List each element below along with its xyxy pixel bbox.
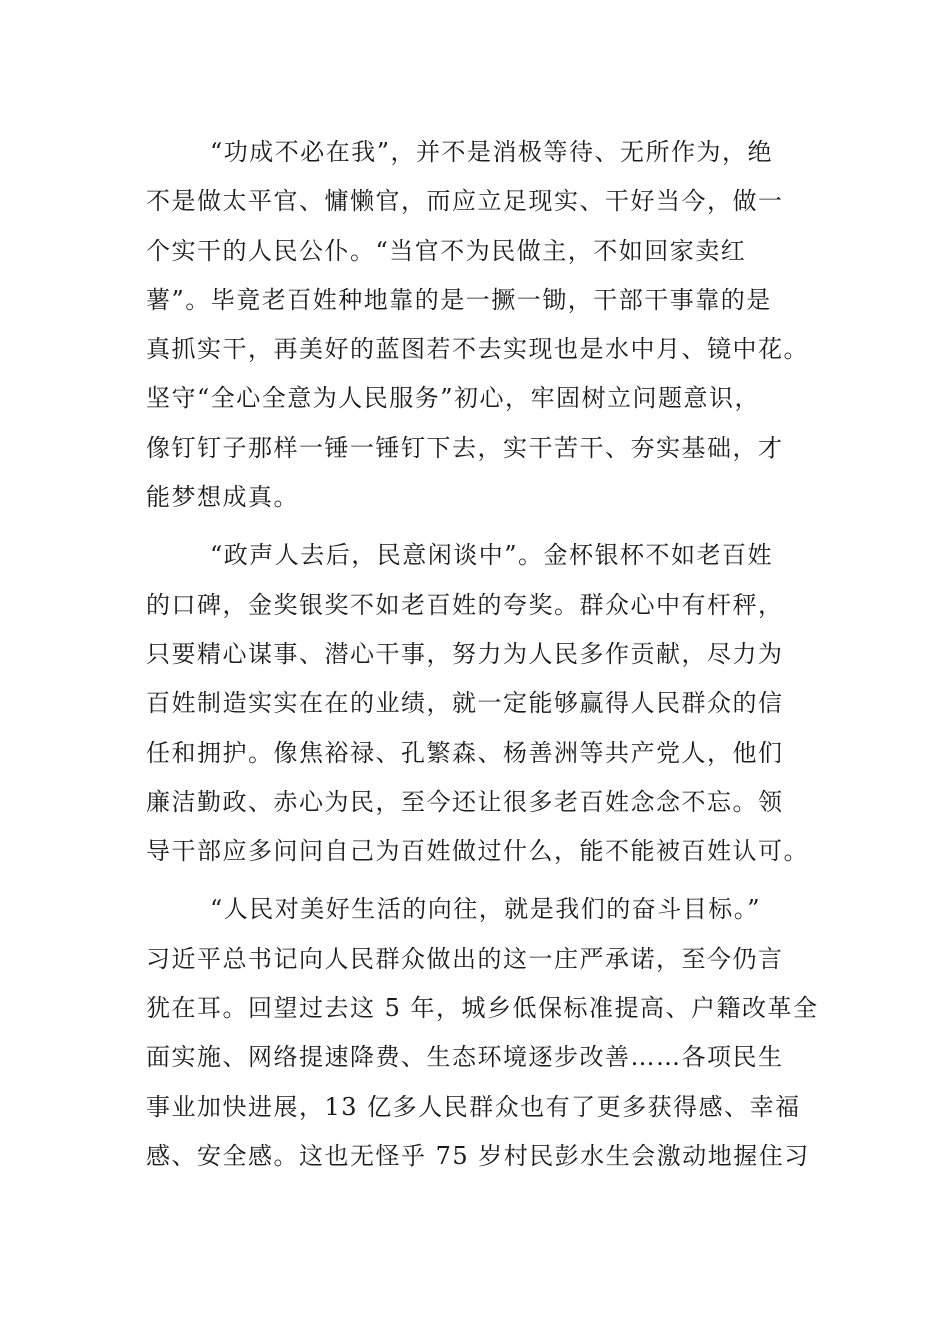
text-line: “功成不必在我”，并不是消极等待、无所作为，绝 (210, 138, 774, 166)
text-line: 能梦想成真。 (146, 483, 299, 512)
body-text (146, 128, 819, 1181)
paragraph-1 (146, 128, 809, 522)
text-line: 任和拥护。像焦裕禄、孔繁森、杨善洲等共产党人，他们 (146, 738, 784, 767)
text-line: 像钉钉子那样一锤一锤钉下去，实干苦干、夯实基础，才 (146, 433, 784, 462)
text-line: 导干部应多问问自己为百姓做过什么，能不能被百姓认可。 (146, 837, 809, 866)
text-line: “政声人去后，民意闲谈中”。金杯银杯不如老百姓 (210, 541, 774, 570)
text-line: 事业加快进展，13 亿多人民群众也有了更多获得感、幸福 (146, 1092, 801, 1121)
text-line: 薯”。毕竟老百姓种地靠的是一撅一锄，干部干事靠的是 (146, 285, 772, 314)
paragraph-3 (146, 885, 819, 1181)
text-line: 百姓制造实实在在的业绩，就一定能够赢得人民群众的信 (146, 689, 784, 718)
text-line: 的口碑，金奖银奖不如老百姓的夸奖。群众心中有杆秤， (146, 590, 784, 619)
paragraph-2 (146, 531, 809, 876)
text-line: 习近平总书记向人民群众做出的这一庄严承诺，至今仍言 (146, 944, 784, 973)
text-line: 犹在耳。回望过去这 5 年，城乡低保标准提高、户籍改革全 (146, 994, 819, 1023)
text-line: 廉洁勤政、赤心为民，至今还让很多老百姓念念不忘。领 (146, 787, 784, 816)
paragraph-spacer (146, 876, 806, 885)
text-line: 真抓实干，再美好的蓝图若不去实现也是水中月、镜中花。 (146, 335, 809, 364)
paragraph-spacer (146, 522, 806, 531)
text-line: 不是做太平官、慵懒官，而应立足现实、干好当今，做一 (146, 187, 784, 216)
text-line: 面实施、网络提速降费、生态环境逐步改善……各项民生 (146, 1043, 784, 1072)
text-line: 只要精心谋事、潜心干事，努力为人民多作贡献，尽力为 (146, 639, 784, 668)
text-line: 坚守“全心全意为人民服务”初心，牢固树立问题意识， (146, 384, 761, 413)
text-line: 感、安全感。这也无怪乎 75 岁村民彭水生会激动地握住习 (146, 1141, 810, 1170)
text-line: “人民对美好生活的向往，就是我们的奋斗目标。” (210, 895, 762, 924)
text-line: 个实干的人民公仆。“当官不为民做主，不如回家卖红 (146, 236, 747, 265)
